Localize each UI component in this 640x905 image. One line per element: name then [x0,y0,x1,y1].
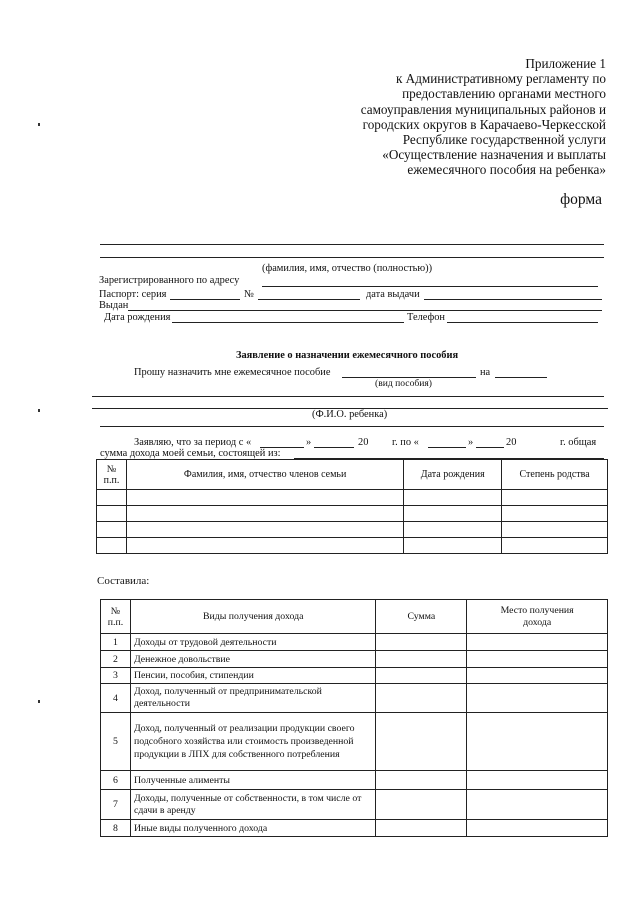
total-text: г. общая [560,437,597,448]
row-num: 1 [101,634,131,651]
passport-number-field[interactable] [258,299,360,300]
phone-label: Телефон [407,312,445,323]
child-caption: (Ф.И.О. ребенка) [312,409,388,420]
fio-line[interactable] [100,244,604,245]
issued-by-field[interactable] [128,310,602,311]
col-name-header: Фамилия, имя, отчество членов семьи [126,460,403,490]
num-header-text: № п.п. [107,605,124,628]
place-cell[interactable] [467,684,608,713]
place-cell[interactable] [467,790,608,820]
margin-mark [38,409,40,412]
benefit-child-field[interactable] [495,377,547,378]
quote-close-2: » [468,437,474,448]
quote-close: » [306,437,312,448]
table-row [101,771,608,790]
passport-series-field[interactable] [170,299,240,300]
cell[interactable] [97,490,127,506]
year-prefix: 20 [358,437,369,448]
birth-date-label: Дата рождения [104,312,171,323]
cell[interactable] [126,490,403,506]
row-num: 8 [101,820,131,837]
num-header-text: № п.п. [103,463,120,486]
appendix-header [316,56,606,178]
header-line: самоуправления муниципальных районов и [360,101,606,117]
margin-mark [38,123,40,126]
income-type: Пенсии, пособия, стипендии [130,668,376,684]
place-cell[interactable] [467,634,608,651]
place-cell[interactable] [467,668,608,684]
on-word: на [480,367,491,378]
row-num: 6 [101,771,131,790]
cell[interactable] [404,506,502,522]
address-field[interactable] [262,286,598,287]
income-type: Денежное довольствие [130,651,376,668]
place-cell[interactable] [467,713,608,771]
income-type: Полученные алименты [130,771,376,790]
col-num-header [97,460,127,490]
header-line: Приложение 1 [525,56,606,71]
passport-label: Паспорт: серия [99,289,167,300]
table-row [101,684,608,713]
place-header-text: Место получения дохода [500,604,574,628]
row-num: 5 [101,713,131,771]
table-header-row [97,460,608,490]
cell[interactable] [502,506,608,522]
col-num-header [101,600,131,634]
income-type: Доходы, полученные от собственности, в том числе от сдачи в аренду [130,790,376,820]
col-relation-header: Степень родства [502,460,608,490]
period-to-month-field[interactable] [476,447,504,448]
cell[interactable] [126,506,403,522]
row-num: 2 [101,651,131,668]
statement-title: Заявление о назначении ежемесячного пособия [236,350,459,361]
cell[interactable] [126,538,403,554]
cell[interactable] [97,538,127,554]
form-label: форма [560,191,602,208]
cell[interactable] [502,522,608,538]
cell[interactable] [97,506,127,522]
cell[interactable] [502,490,608,506]
benefit-type-caption: (вид пособия) [375,378,432,389]
income-table [100,599,608,837]
cell[interactable] [502,538,608,554]
table-row [101,634,608,651]
header-line: Республике государственной услуги [402,132,606,148]
col-place-header [467,600,608,634]
table-header-row [101,600,608,634]
table-row [101,651,608,668]
margin-mark [38,700,40,703]
row-num: 3 [101,668,131,684]
table-row [97,490,608,506]
header-line: к Административному регламенту по [395,71,606,87]
place-cell[interactable] [467,820,608,837]
child-name-line[interactable] [92,396,604,397]
composed-label: Составила: [97,575,150,587]
fio-caption: (фамилия, имя, отчество (полностью)) [262,263,433,274]
sum-cell[interactable] [376,790,467,820]
cell[interactable] [404,522,502,538]
col-sum-header: Сумма [376,600,467,634]
table-row [101,820,608,837]
table-row [97,506,608,522]
table-row [97,522,608,538]
fio-line-2[interactable] [100,257,604,258]
to-text: г. по « [392,437,419,448]
header-line: предоставлению органами местного [402,86,606,102]
period-from-month-field[interactable] [314,447,354,448]
income-type: Иные виды полученного дохода [130,820,376,837]
number-sign: № [244,289,254,300]
place-cell[interactable] [467,771,608,790]
phone-field[interactable] [447,322,598,323]
family-table [96,459,608,554]
birth-date-field[interactable] [172,322,404,323]
cell[interactable] [404,490,502,506]
child-name-line-3[interactable] [100,426,604,427]
income-sum-text: сумма дохода моей семьи, состоящей из: [100,448,281,459]
request-text: Прошу назначить мне ежемесячное пособие [134,367,331,378]
sum-cell[interactable] [376,771,467,790]
cell[interactable] [404,538,502,554]
cell[interactable] [97,522,127,538]
row-num: 7 [101,790,131,820]
issue-date-label: дата выдачи [366,289,420,300]
sum-cell[interactable] [376,684,467,713]
sum-cell[interactable] [376,668,467,684]
sum-cell[interactable] [376,820,467,837]
period-to-day-field[interactable] [428,447,466,448]
row-num: 4 [101,684,131,713]
header-line: ежемесячного пособия на ребенка» [407,162,606,178]
col-type-header: Виды получения дохода [130,600,376,634]
table-row [101,668,608,684]
table-row [97,538,608,554]
cell[interactable] [126,522,403,538]
table-row [101,790,608,820]
sum-cell[interactable] [376,651,467,668]
issued-by-label: Выдан [99,300,129,311]
col-birth-header: Дата рождения [404,460,502,490]
issue-date-field[interactable] [424,299,602,300]
address-label: Зарегистрированного по адресу [99,275,240,286]
table-row [101,713,608,771]
header-line: городских округов в Карачаево-Черкесской [362,116,606,132]
place-cell[interactable] [467,651,608,668]
header-line: «Осуществление назначения и выплаты [382,147,606,163]
sum-cell[interactable] [376,634,467,651]
sum-cell[interactable] [376,713,467,771]
year-prefix-2: 20 [506,437,517,448]
income-type: Доход, полученный от предпринимательской деятельности [130,684,376,713]
income-type: Доходы от трудовой деятельности [130,634,376,651]
declare-text: Заявляю, что за период с « [134,437,252,448]
income-type: Доход, полученный от реализации продукции своего подсобного хозяйства или стоимость произведенной продукции в ЛПХ для собственного потребления [130,713,376,771]
